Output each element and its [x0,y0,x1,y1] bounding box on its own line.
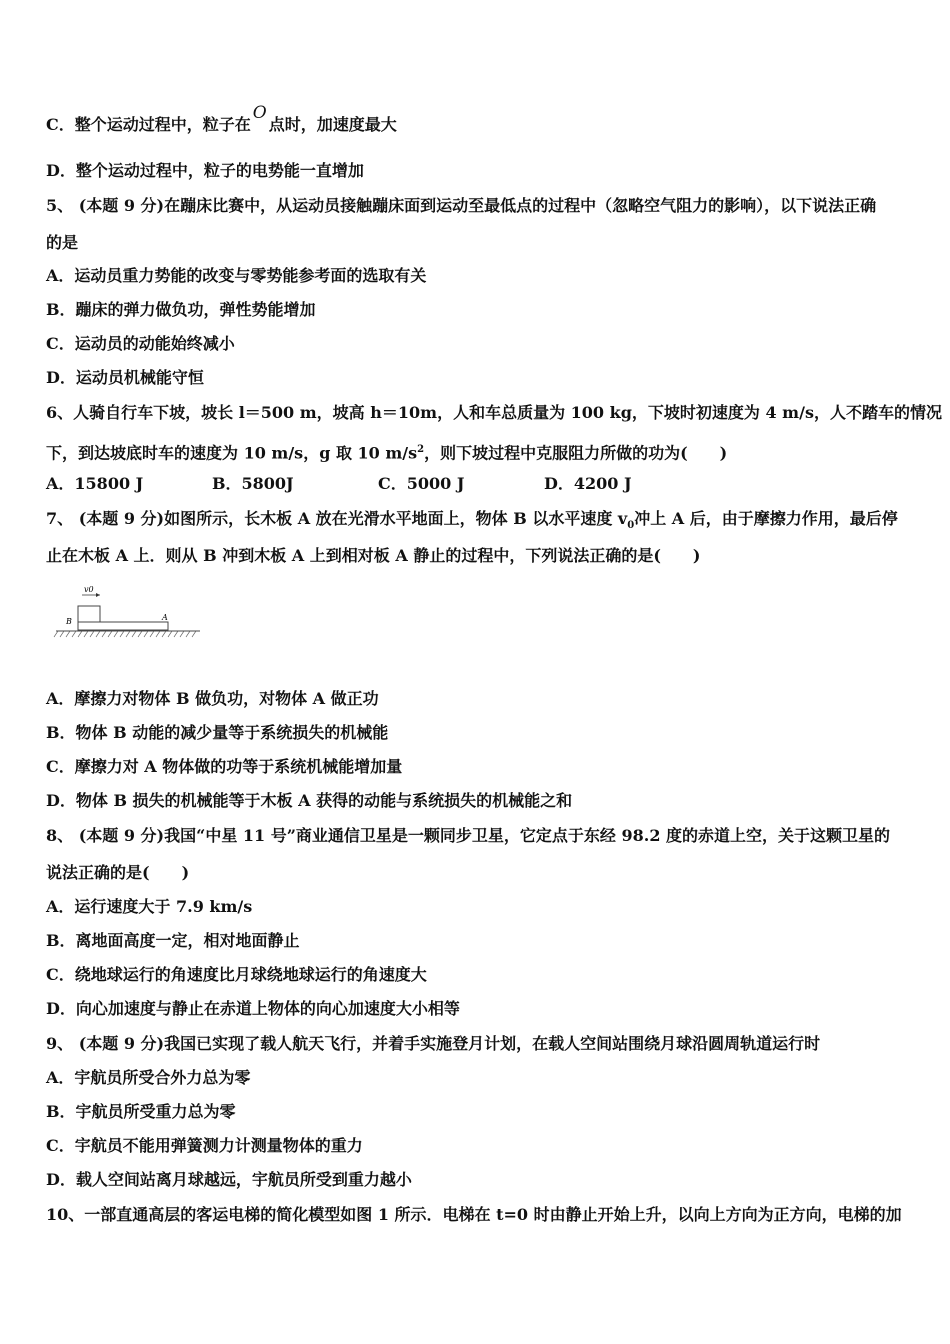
q4-option-c: C．整个运动过程中，粒子在O点时，加速度最大 [46,103,397,134]
q6-stem-line1: 6、人骑自行车下坡，坡长 l＝500 m，坡高 h＝10m，人和车总质量为 100 kg，下坡时初速度为 4 m/s，人不踏车的情况 [46,403,942,422]
q9-option-a: A．宇航员所受合外力总为零 [46,1068,251,1087]
label-a: A [162,613,168,622]
q9-option-c: C．宇航员不能用弹簧测力计测量物体的重力 [46,1136,363,1155]
board-block-diagram [52,582,204,644]
q8-stem-line1: 8、 (本题 9 分)我国“中星 11 号”商业通信卫星是一颗同步卫星，它定点于东经 98.2 度的赤道上空，关于这颗卫星的 [46,826,891,845]
q7-stem-line2: 止在木板 A 上．则从 B 冲到木板 A 上到相对板 A 静止的过程中，下列说法正确的是( ) [46,546,701,565]
q5-option-b: B．蹦床的弹力做负功，弹性势能增加 [46,300,316,319]
velocity-arrowhead [96,593,100,597]
board-a [78,622,168,630]
q6-option-d: D．4200 J [544,474,632,493]
q5-option-d: D．运动员机械能守恒 [46,368,204,387]
q6-option-c: C．5000 J [378,474,465,493]
q9-option-d: D．载人空间站离月球越远，宇航员所受到重力越小 [46,1170,412,1189]
q7-stem-line1: 7、 (本题 9 分)如图所示，长木板 A 放在光滑水平地面上，物体 B 以水平速度 $v_0$冲上 A 后，由于摩擦力作用，最后停 [46,509,898,532]
q7-option-a: A．摩擦力对物体 B 做负功，对物体 A 做正功 [46,689,379,708]
q6-option-b: B．5800J [212,474,294,493]
q7-option-d: D．物体 B 损失的机械能等于木板 A 获得的动能与系统损失的机械能之和 [46,791,573,810]
q9-option-b: B．宇航员所受重力总为零 [46,1102,236,1121]
q8-option-d: D．向心加速度与静止在赤道上物体的向心加速度大小相等 [46,999,460,1018]
ground-hatching [54,631,196,637]
q8-option-a: A．运行速度大于 7.9 km/s [46,897,253,916]
q8-option-c: C．绕地球运行的角速度比月球绕地球运行的角速度大 [46,965,427,984]
q8-option-b: B．离地面高度一定，相对地面静止 [46,931,300,950]
block-b [78,606,100,622]
q5-stem-line2: 的是 [46,233,79,252]
q5-option-c: C．运动员的动能始终减小 [46,334,235,353]
q10-stem-line1: 10、一部直通高层的客运电梯的简化模型如图 1 所示．电梯在 t=0 时由静止开始上升，以向上方向为正方向，电梯的加 [46,1205,902,1224]
q7-option-b: B．物体 B 动能的减少量等于系统损失的机械能 [46,723,389,742]
q4-option-d: D．整个运动过程中，粒子的电势能一直增加 [46,161,364,180]
q6-option-a: A．15800 J [46,474,144,493]
q8-stem-line2: 说法正确的是( ) [46,863,190,882]
q6-options [46,474,746,494]
q5-stem-line1: 5、 (本题 9 分)在蹦床比赛中，从运动员接触蹦床面到运动至最低点的过程中（忽略空气阻力的影响），以下说法正确 [46,196,877,215]
q5-option-a: A．运动员重力势能的改变与零势能参考面的选取有关 [46,266,427,285]
point-o-symbol: O [252,103,267,123]
q9-stem-line1: 9、 (本题 9 分)我国已实现了载人航天飞行，并着手实施登月计划，在载人空间站围绕月球沿圆周轨道运行时 [46,1034,821,1053]
q6-stem-line2: 下，到达坡底时车的速度为 10 m/s，g 取 10 $m/s^2$，则下坡过程中克服阻力所做的功为( ) [46,443,728,463]
label-b: B [66,617,72,626]
velocity-label: v0 [84,585,94,594]
q7-option-c: C．摩擦力对 A 物体做的功等于系统机械能增加量 [46,757,403,776]
